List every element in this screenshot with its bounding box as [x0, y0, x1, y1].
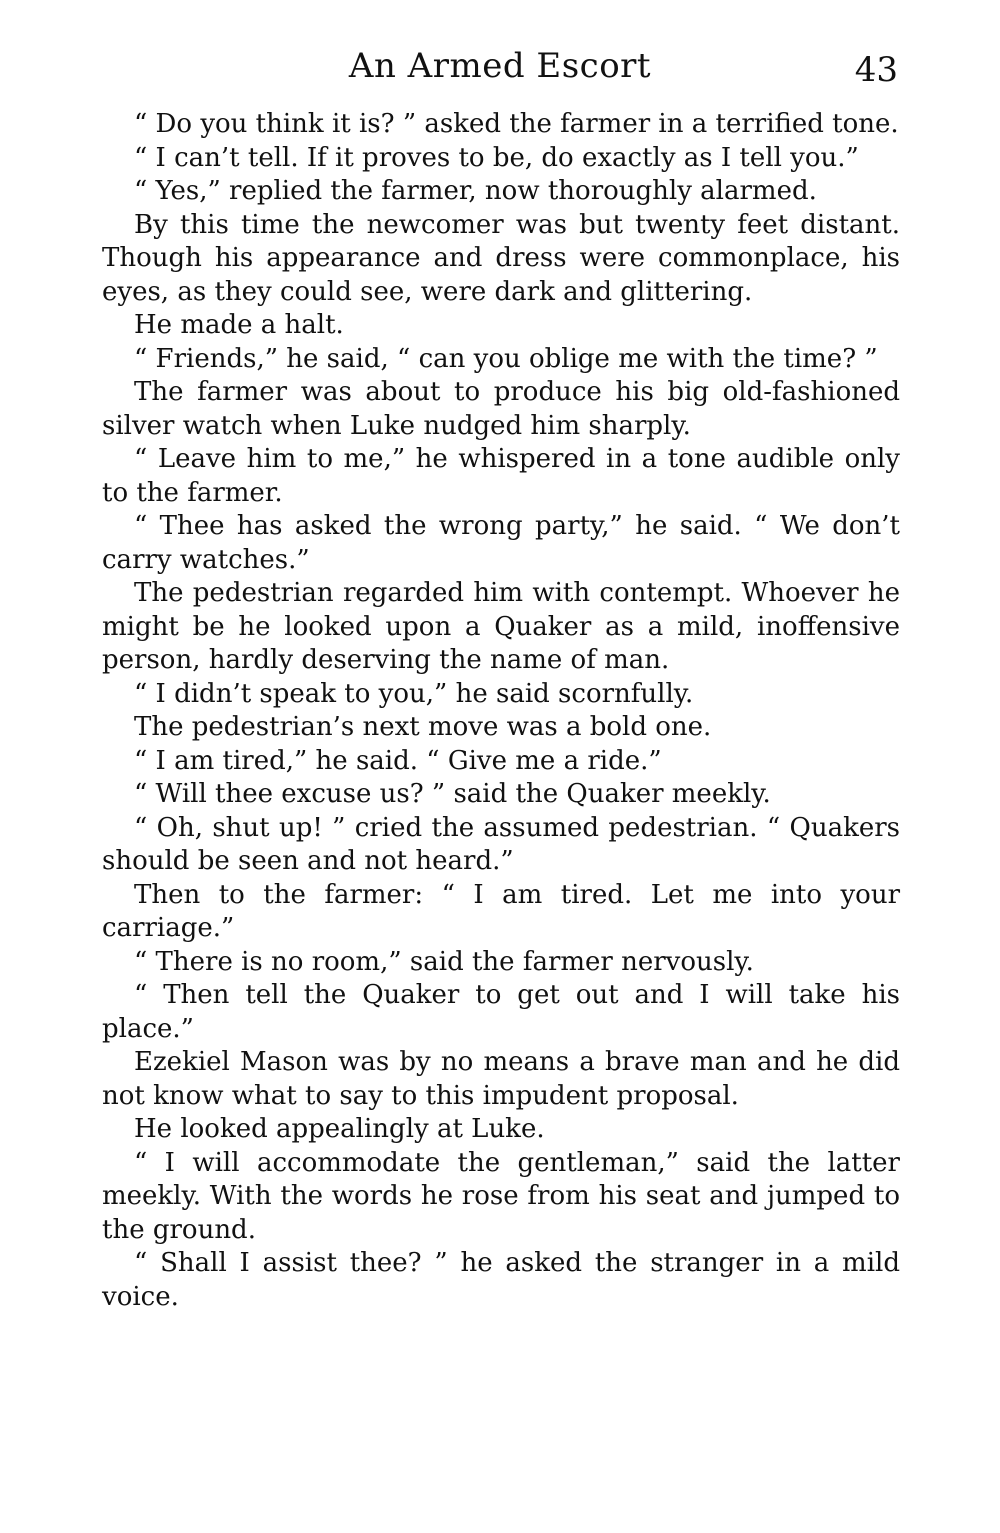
paragraph: “ Thee has asked the wrong party,” he said. “ We don’t carry watches.” [102, 511, 900, 575]
paragraph: “ Friends,” he said, “ can you oblige me with the time? ” [134, 343, 878, 374]
paragraph: “ I am tired,” he said. “ Give me a ride.” [134, 745, 662, 776]
paragraph: “ There is no room,” said the farmer nervously. [134, 946, 754, 977]
paragraph: “ I will accommodate the gentleman,” said the latter meekly. With the words he rose from his seat and jumped to the ground. [102, 1147, 900, 1245]
paragraph: By this time the newcomer was but twenty feet distant. Though his appearance and dress were commonplace, his eyes, as they could see, were dark and glittering. [102, 209, 900, 307]
paragraph: “ Shall I assist thee? ” he asked the stranger in a mild voice. [102, 1248, 900, 1312]
paragraph: He made a halt. [134, 310, 344, 340]
paragraph: “ Then tell the Quaker to get out and I will take his place.” [102, 980, 900, 1044]
paragraph: Ezekiel Mason was by no means a brave man and he did not know what to say to this impudent proposal. [102, 1047, 900, 1111]
body-text [102, 108, 900, 1314]
paragraph: “ Leave him to me,” he whispered in a tone audible only to the farmer. [102, 444, 900, 508]
paragraph: “ Yes,” replied the farmer, now thoroughly alarmed. [134, 176, 817, 206]
paragraph: “ Will thee excuse us? ” said the Quaker meekly. [134, 779, 771, 809]
page-number: 43 [854, 50, 898, 90]
paragraph: The farmer was about to produce his big old-fashioned silver watch when Luke nudged him sharply. [102, 377, 900, 441]
paragraph: “ Oh, shut up! ” cried the assumed pedestrian. “ Quakers should be seen and not heard.” [102, 812, 900, 876]
paragraph: “ I didn’t speak to you,” he said scornfully. [134, 678, 694, 709]
paragraph: “ Do you think it is? ” asked the farmer in a terrified tone. [134, 109, 899, 139]
paragraph: He looked appealingly at Luke. [134, 1114, 545, 1144]
paragraph: The pedestrian’s next move was a bold one. [134, 712, 712, 742]
running-title: An Armed Escort [348, 46, 652, 86]
paragraph: Then to the farmer: “ I am tired. Let me into your carriage.” [102, 879, 900, 943]
paragraph: “ I can’t tell. If it proves to be, do exactly as I tell you.” [134, 142, 859, 173]
paragraph: The pedestrian regarded him with contempt. Whoever he might be he looked upon a Quaker as a mild, inoffensive person, hardly deserving the name of man. [102, 578, 900, 675]
running-head [100, 44, 900, 92]
